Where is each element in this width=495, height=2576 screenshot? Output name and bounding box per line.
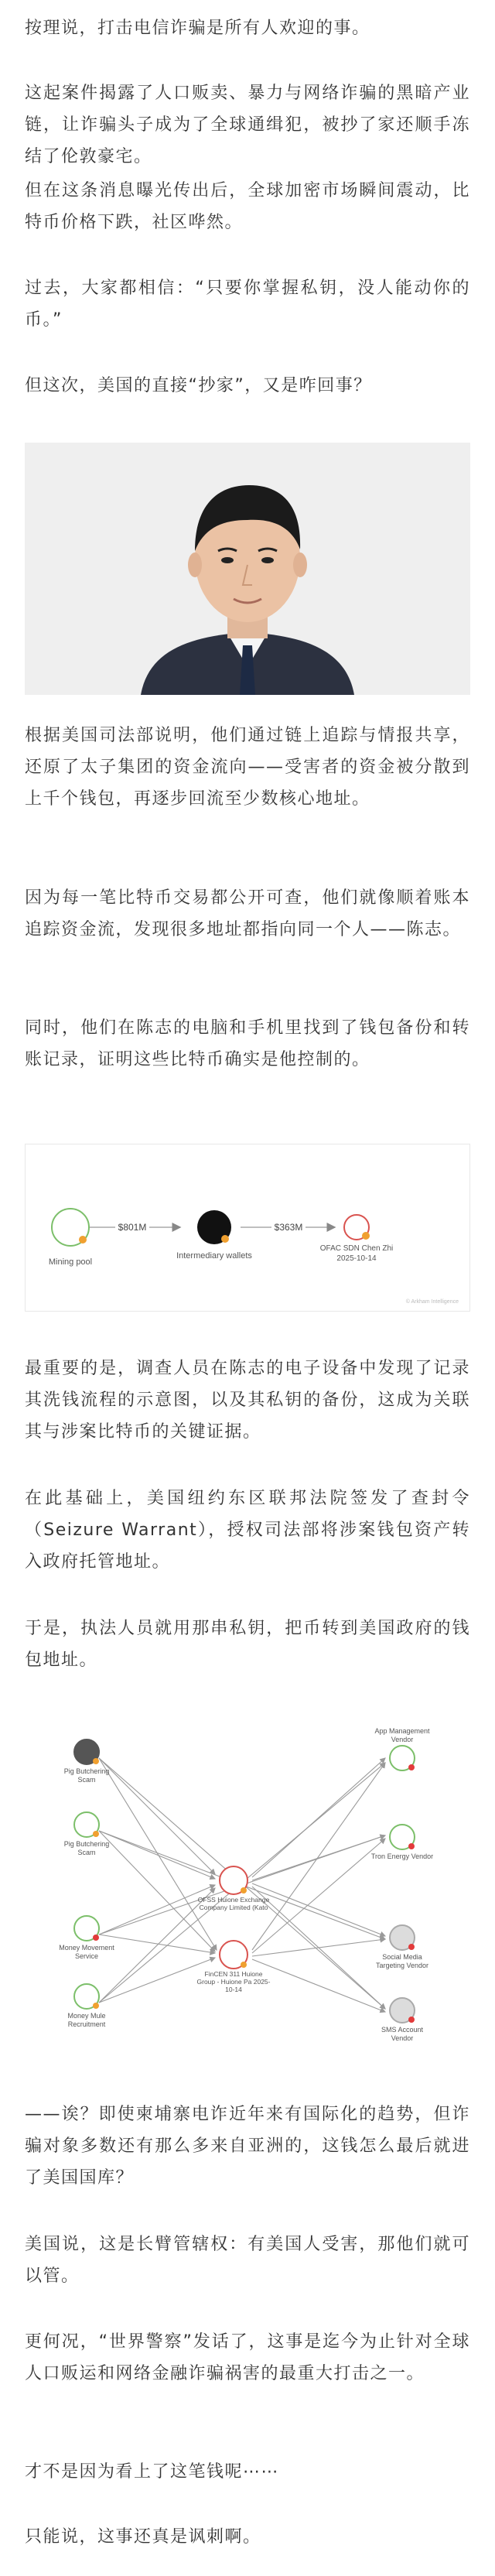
paragraph-5: 但这次，美国的直接“抄家”，又是咋回事？	[25, 376, 372, 395]
paragraph-8: 同时，他们在陈志的电脑和手机里找到了钱包备份和转账记录，证明这些比特币确实是他控制的。	[25, 1018, 470, 1069]
portrait-illustration	[25, 443, 470, 695]
portrait-photo	[25, 443, 470, 695]
left-node-4-label: Money Mule Recruitment	[67, 2012, 106, 2028]
intermediary-label: Intermediary wallets	[176, 1251, 252, 1261]
paragraph-12: ——诶？即使柬埔寨电诈近年来有国际化的趋势，但诈骗对象多数还有那么多来自亚洲的，这钱怎么最后就进了美国国库？	[25, 2105, 470, 2188]
network-svg	[25, 1695, 470, 2051]
paragraph-7: 因为每一笔比特币交易都公开可查，他们就像顺着账本追踪资金流，发现很多地址都指向同一个人——陈志。	[25, 888, 470, 939]
paragraph-6: 根据美国司法部说明，他们通过链上追踪与情报共享，还原了太子集团的资金流向——受害者的资金被分散到上千个钱包，再逐步回流至少数核心地址。	[25, 726, 470, 809]
flow-edge-2-label: $363M	[274, 1222, 303, 1233]
right-node-4-label: SMS Account Vendor	[381, 2026, 424, 2042]
center-node-2-label: FinCEN 311 Huione Group - Huione Pa 2025-10-14	[196, 1970, 271, 1993]
paragraph-9: 最重要的是，调查人员在陈志的电子设备中发现了记录其洗钱流程的示意图，以及其私钥的备份，这成为关联其与涉案比特币的关键证据。	[25, 1359, 470, 1442]
left-node-1-label: Pig Butchering Scam	[63, 1767, 110, 1784]
fund-flow-svg	[26, 1144, 469, 1311]
paragraph-11: 于是，执法人员就用那串私钥，把币转到美国政府的钱包地址。	[25, 1619, 470, 1670]
flow-edge-1-label: $801M	[118, 1222, 147, 1233]
paragraph-10: 在此基础上，美国纽约东区联邦法院签发了查封令（Seizure Warrant），授权司法部将涉案钱包资产转入政府托管地址。	[25, 1489, 470, 1572]
right-node-1-label: App Management Vendor	[374, 1727, 430, 1743]
ofac-label: OFAC SDN Chen Zhi 2025-10-14	[319, 1244, 394, 1263]
paragraph-13: 美国说，这是长臂管辖权：有美国人受害，那他们就可以管。	[25, 2235, 470, 2286]
diagram-credit: © Arkham Intelligence	[405, 1299, 459, 1305]
right-node-2-label: Tron Energy Vendor	[370, 1852, 434, 1860]
mining-pool-label: Mining pool	[48, 1257, 93, 1267]
left-node-3-label: Money Movement Service	[59, 1944, 114, 1960]
mining-pool-badge	[79, 1236, 87, 1244]
paragraph-3: 但在这条消息曝光传出后，全球加密市场瞬间震动，比特币价格下跌，社区哗然。	[25, 181, 470, 232]
paragraph-2: 这起案件揭露了人口贩卖、暴力与网络诈骗的黑暗产业链，让诈骗头子成为了全球通缉犯，被抄了家还顺手冻结了伦敦豪宅。	[25, 84, 470, 166]
center-node-1-label: OFSS Huione Exchange Company Limited (Kato	[197, 1896, 270, 1911]
left-node-2-label: Pig Butchering Scam	[63, 1840, 110, 1856]
paragraph-1: 按理说，打击电信诈骗是所有人欢迎的事。	[25, 19, 370, 38]
paragraph-16: 只能说，这事还真是讽刺啊。	[25, 2527, 261, 2547]
paragraph-15: 才不是因为看上了这笔钱呢⋯⋯	[25, 2462, 280, 2482]
network-diagram	[25, 1695, 470, 2051]
paragraph-4: 过去，大家都相信：“只要你掌握私钥，没人能动你的币。”	[25, 279, 470, 330]
paragraph-14: 更何况，“世界警察”发话了，这事是迄今为止针对全球人口贩运和网络金融诈骗祸害的最重大打击之一。	[25, 2332, 470, 2383]
intermediary-badge	[221, 1235, 229, 1243]
right-node-3-label: Social Media Targeting Vendor	[375, 1953, 429, 1969]
fund-flow-diagram	[25, 1144, 470, 1312]
ofac-badge	[362, 1232, 370, 1240]
